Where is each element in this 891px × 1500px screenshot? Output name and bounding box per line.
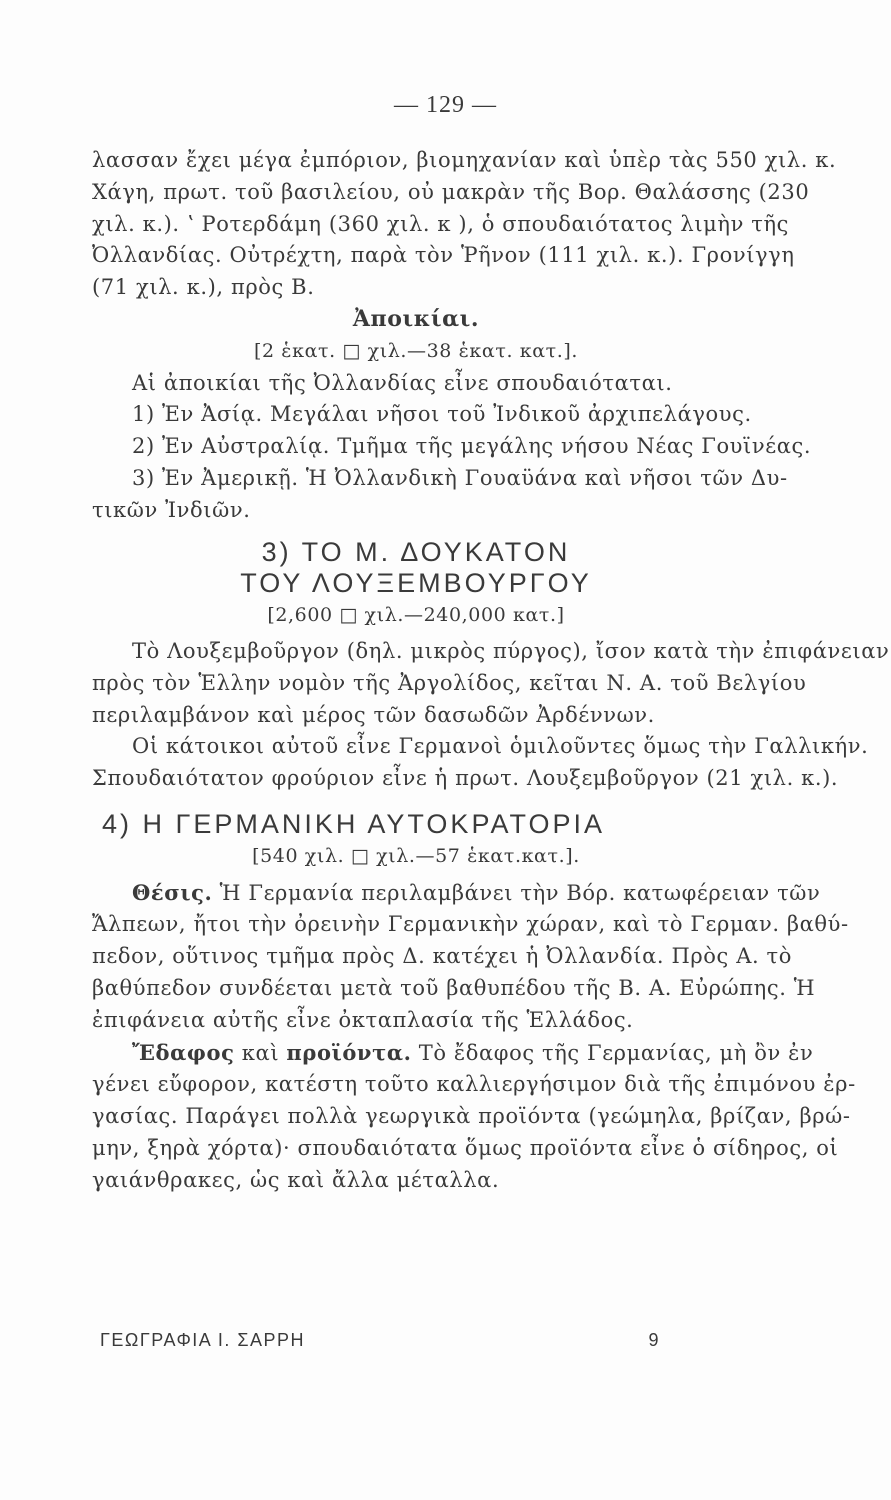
edafos-paragraph-start — [92, 1037, 814, 1070]
text-line: Σπουδαιότατον φρούριον εἶνε ἡ πρωτ. Λουξεμβοῦργον (21 χιλ. κ.). — [92, 766, 839, 791]
edafos-label: Ἔδαφος — [132, 1039, 235, 1065]
text-line: γασίας. Παράγει πολλὰ γεωργικὰ προϊόντα (γεώμηλα, βρίζαν, βρώ- — [92, 1104, 851, 1129]
section4-stats: [540 χιλ. □ χιλ.—57 ἑκατ.κατ.]. — [252, 844, 580, 867]
text-line: Ἄλπεων, ἤτοι τὴν ὀρεινὴν Γερμανικὴν χώραν, καὶ τὸ Γερμαν. βαθύ- — [92, 912, 849, 937]
text-line: πρὸς τὸν Ἑλλην νομὸν τῆς Ἀργολίδος, κεῖται Ν. Α. τοῦ Βελγίου — [92, 670, 807, 695]
section4-title: 4) Η ΓΕΡΜΑΝΙΚΗ ΑΥΤΟΚΡΑΤΟΡΙΑ — [102, 808, 605, 839]
text-line: γένει εὔφορον, κατέστη τοῦτο καλλιεργήσιμον διὰ τῆς ἐπιμόνου ἐρ- — [92, 1072, 856, 1097]
text-line: Τὸ Λουξεμβοῦργον (δηλ. μικρὸς πύργος), ἴσον κατὰ τὴν ἐπιφάνειαν — [132, 638, 890, 663]
apoikiai-heading: Ἀποικίαι. — [352, 305, 480, 332]
footer-sheet-number: 9 — [648, 1330, 660, 1350]
text-line: (71 χιλ. κ.), πρὸς Β. — [92, 275, 315, 300]
thesis-first-line: Ἡ Γερμανία περιλαμβάνει τὴν Βόρ. κατωφέρειαν τῶν — [212, 880, 821, 905]
thesis-label: Θέσις. — [132, 879, 213, 905]
proionta-label: προϊόντα. — [286, 1039, 412, 1065]
page-footer — [100, 1330, 660, 1351]
text-line: Χάγη, πρωτ. τοῦ βασιλείου, οὐ μακρὰν τῆς Βορ. Θαλάσσης (230 — [92, 179, 810, 204]
section3-subtitle: ΤΟΥ ΛΟΥΞΕΜΒΟΥΡΓΟΥ — [240, 568, 592, 599]
text-line: λασσαν ἔχει μέγα ἐμπόριον, βιομηχανίαν καὶ ὑπὲρ τὰς 550 χιλ. κ. — [92, 148, 837, 172]
body-text — [92, 145, 890, 1197]
text-line: μην, ξηρὰ χόρτα)· σπουδαιότατα ὅμως προϊόντα εἶνε ὁ σίδηρος, οἱ — [92, 1135, 839, 1160]
text-line: 1) Ἐν Ἀσίᾳ. Μεγάλαι νῆσοι τοῦ Ἰνδικοῦ ἀρχιπελάγους. — [132, 402, 752, 427]
footer-signature: ΓΕΩΓΡΑΦΙΑ Ι. ΣΑΡΡΗ — [100, 1330, 305, 1350]
section3-stats: [2,600 □ χιλ.—240,000 κατ.] — [267, 604, 565, 627]
text-line: ἐπιφάνεια αὐτῆς εἶνε ὀκταπλασία τῆς Ἑλλάδος. — [92, 1007, 634, 1032]
edafos-connector: καὶ — [234, 1040, 287, 1065]
text-line: χιλ. κ.). ʽ Ροτερδάμη (360 χιλ. κ ), ὁ σπουδαιότατος λιμὴν τῆς — [92, 211, 790, 236]
text-line: πεδον, οὕτινος τμῆμα πρὸς Δ. κατέχει ἡ Ὀλλανδία. Πρὸς Α. τὸ — [92, 944, 792, 969]
text-line: 2) Ἐν Αὐστραλίᾳ. Τμῆμα τῆς μεγάλης νήσου Νέας Γουϊνέας. — [132, 434, 812, 459]
text-line: Οἱ κάτοικοι αὐτοῦ εἶνε Γερμανοὶ ὁμιλοῦντες ὅμως τὴν Γαλλικήν. — [132, 734, 869, 759]
text-line: τικῶν Ἰνδιῶν. — [92, 497, 251, 522]
text-line: 3) Ἐν Ἀμερικῇ. Ἡ Ὀλλανδικὴ Γουαϋάνα καὶ νῆσοι τῶν Δυ- — [132, 465, 788, 490]
text-line: Ὀλλανδίας. Οὐτρέχτη, παρὰ τὸν Ῥῆνον (111 χιλ. κ.). Γρονίγγη — [92, 243, 795, 268]
text-line: βαθύπεδον συνδέεται μετὰ τοῦ βαθυπέδου τῆς Β. Α. Εὐρώπης. Ἡ — [92, 975, 816, 1000]
text-line: περιλαμβάνον καὶ μέρος τῶν δασωδῶν Ἀρδέννων. — [92, 702, 655, 727]
edafos-first-line: Τὸ ἔδαφος τῆς Γερμανίας, μὴ ὂν ἐν — [411, 1040, 814, 1065]
apoikiai-stats: [2 ἑκατ. □ χιλ.—38 ἑκατ. κατ.]. — [253, 339, 579, 362]
text-line: γαιάνθρακες, ὡς καὶ ἄλλα μέταλλα. — [92, 1167, 500, 1192]
page-number: — 129 — — [394, 92, 497, 118]
section3-title: 3) ΤΟ Μ. ΔΟΥΚΑΤΟΝ — [261, 536, 571, 567]
text-line: Αἱ ἀποικίαι τῆς Ὀλλανδίας εἶνε σπουδαιόταται. — [132, 370, 673, 395]
thesis-paragraph-start — [92, 877, 821, 910]
